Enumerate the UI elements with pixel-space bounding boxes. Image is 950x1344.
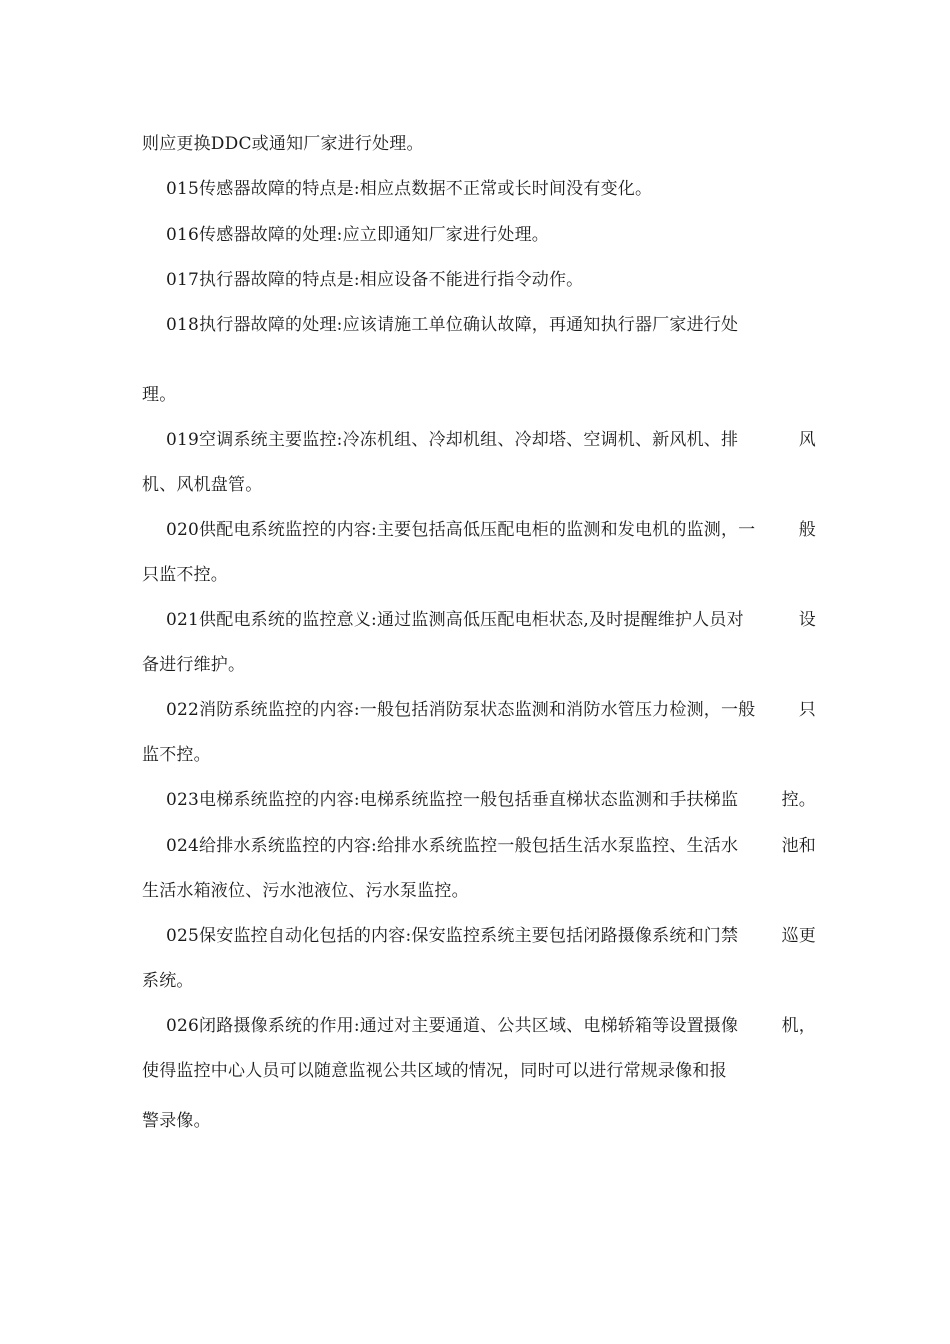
paragraph-024-line-1 xyxy=(166,835,816,857)
paragraph-024-line-2: 生活水箱液位、污水池液位、污水泵监控。 xyxy=(142,881,469,901)
paragraph-026-line-3: 警录像。 xyxy=(142,1111,211,1131)
paragraph-025-line-1-tail: 巡更 xyxy=(781,926,816,946)
paragraph-026-line-2: 使得监控中心人员可以随意监视公共区域的情况，同时可以进行常规录像和报 xyxy=(142,1061,727,1081)
paragraph-023-line-1 xyxy=(166,789,816,811)
paragraph-018-line-1: 018执行器故障的处理:应该请施工单位确认故障，再通知执行器厂家进行处 xyxy=(166,315,739,335)
paragraph-021-line-2: 备进行维护。 xyxy=(142,655,246,675)
paragraph-025-line-2: 系统。 xyxy=(142,971,194,991)
paragraph-023-line-1-text: 023电梯系统监控的内容:电梯系统监控一般包括垂直梯状态监测和手扶梯监 xyxy=(166,790,739,810)
paragraph-015: 015传感器故障的特点是:相应点数据不正常或长时间没有变化。 xyxy=(166,179,653,199)
paragraph-021-line-1-tail: 设 xyxy=(798,610,816,630)
paragraph-020-line-1-text: 020供配电系统监控的内容:主要包括高低压配电柜的监测和发电机的监测，一 xyxy=(166,520,756,540)
paragraph-025-line-1-text: 025保安监控自动化包括的内容:保安监控系统主要包括闭路摄像系统和门禁 xyxy=(166,926,739,946)
paragraph-022-line-2: 监不控。 xyxy=(142,745,211,765)
paragraph-026-line-1 xyxy=(166,1015,816,1037)
paragraph-022-line-1-tail: 只 xyxy=(798,700,816,720)
paragraph-019-line-1-tail: 风 xyxy=(798,430,816,450)
paragraph-020-line-2: 只监不控。 xyxy=(142,565,228,585)
paragraph-021-line-1-text: 021供配电系统的监控意义:通过监测高低压配电柜状态,及时提醒维护人员对 xyxy=(166,610,744,630)
paragraph-026-line-1-tail: 机， xyxy=(781,1016,816,1036)
paragraph-022-line-1-text: 022消防系统监控的内容:一般包括消防泵状态监测和消防水管压力检测，一般 xyxy=(166,700,756,720)
paragraph-020-line-1 xyxy=(166,519,816,541)
paragraph-020-line-1-tail: 般 xyxy=(798,520,816,540)
paragraph-018-line-2: 理。 xyxy=(142,385,177,405)
paragraph-021-line-1 xyxy=(166,609,816,631)
paragraph-026-line-1-text: 026闭路摄像系统的作用:通过对主要通道、公共区域、电梯轿箱等设置摄像 xyxy=(166,1016,739,1036)
paragraph-024-line-1-tail: 池和 xyxy=(781,836,816,856)
paragraph-014-continuation: 则应更换DDC或通知厂家进行处理。 xyxy=(142,134,424,154)
paragraph-024-line-1-text: 024给排水系统监控的内容:给排水系统监控一般包括生活水泵监控、生活水 xyxy=(166,836,739,856)
paragraph-019-line-2: 机、风机盘管。 xyxy=(142,475,263,495)
paragraph-023-line-1-tail: 控。 xyxy=(781,790,816,810)
paragraph-017: 017执行器故障的特点是:相应设备不能进行指令动作。 xyxy=(166,270,584,290)
paragraph-025-line-1 xyxy=(166,925,816,947)
paragraph-019-line-1 xyxy=(166,429,816,451)
paragraph-022-line-1 xyxy=(166,699,816,721)
paragraph-019-line-1-text: 019空调系统主要监控:冷冻机组、冷却机组、冷却塔、空调机、新风机、排 xyxy=(166,430,739,450)
paragraph-016: 016传感器故障的处理:应立即通知厂家进行处理。 xyxy=(166,225,549,245)
